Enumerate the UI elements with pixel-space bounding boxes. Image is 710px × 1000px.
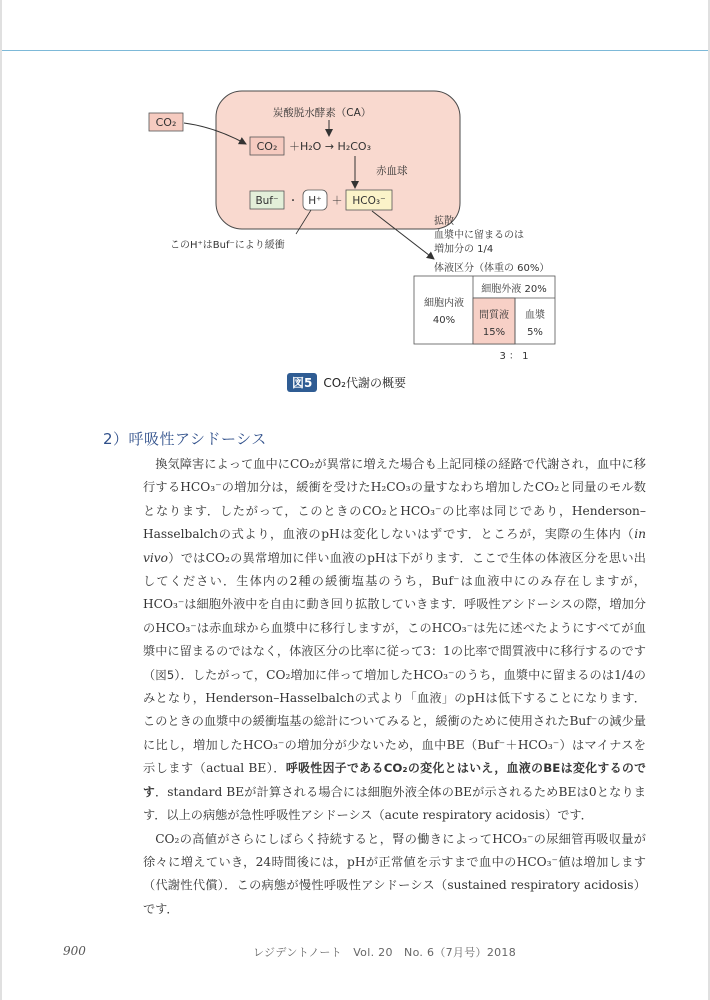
co2-source-label: CO₂ <box>155 116 177 129</box>
body-text <box>143 453 646 921</box>
paragraph-2: CO₂の高値がさらにしばらく持続すると，腎の働きによってHCO₃⁻の尿細管再吸収量が徐々に増えていき，24時間後には，pHが正常値を示すまで血中のHCO₃⁻値は増加します（代謝性代償）．この病態が慢性呼吸性アシドーシス（sustained respiratory acidosis）です． <box>143 831 646 916</box>
interstitial-value: 15% <box>482 327 506 338</box>
figure-reference: 図5 <box>155 667 175 682</box>
plasma-value: 5% <box>527 327 543 338</box>
intracellular-label: 細胞内液 <box>424 298 464 309</box>
figure-caption-text: CO₂代謝の概要 <box>323 375 406 390</box>
hco3-label: HCO₃⁻ <box>352 195 386 207</box>
interstitial-label: 間質液 <box>479 310 509 321</box>
page-number: 900 <box>63 944 86 958</box>
p1-part-a: 換気障害によって血中にCO₂が異常に増えた場合も上記同様の経路で代謝され，血中に移行するHCO₃⁻の増加分は，緩衝を受けたH₂CO₃の量すなわち増加したCO₂と同量のモル数となります．したがって，このときのCO₂とHCO₃⁻の比率は同じであり，Henderson–Hasselbalchの式より，血液のpHは変化しないはずです．ところが，実際の生体内（ <box>143 457 646 542</box>
extracellular-label: 細胞外液 20% <box>481 284 547 295</box>
reaction-text: ＋H₂O → H₂CO₃ <box>289 140 371 153</box>
rbc-label: 赤血球 <box>376 165 408 177</box>
figure-number-tag: 図5 <box>287 373 317 392</box>
p1-part-b: ）ではCO₂の異常増加に伴い血液のpHは下がります．ここで生体の体液区分を思い出してください．生体内の2種の緩衝塩基のうち，Buf⁻は血液中にのみ存在しますが，HCO₃⁻は細胞外液中を自由に動き回り拡散していきます．呼吸性アシドーシスの際，増加分のHCO₃⁻は赤血球から血漿中に移行しますが，このHCO₃⁻は先に述べたようにすべてが血漿中に留まるのではなく，体液区分の比率に従って3：1の比率で間質液中に移行するのです（ <box>143 550 646 682</box>
co2-metabolism-diagram <box>0 0 710 370</box>
p1-part-d: ．standard BEが計算される場合には細胞外液全体のBEが示されるためBEは0となります．以上の病態が急性呼吸性アシドーシス（acute respiratory acidosis）です． <box>143 784 646 823</box>
carbonic-anhydrase-label: 炭酸脱水酵素（CA） <box>272 107 372 119</box>
dot-separator: ・ <box>288 196 298 207</box>
p1-emphasis: 呼吸性因子であるCO₂の変化とはいえ，血液のBEは変化するのです <box>143 761 646 799</box>
section-heading: 2）呼吸性アシドーシス <box>103 430 267 448</box>
diffusion-label: 拡散 <box>434 216 454 227</box>
diffusion-note-1: 血漿中に留まるのは <box>434 230 524 241</box>
p1-italic-term: in vivo <box>143 527 646 565</box>
fluid-compartment-title: 体液区分（体重の 60%） <box>434 263 550 274</box>
buffer-note: このH⁺はBuf⁻により緩衝 <box>170 240 285 251</box>
hplus-label: H⁺ <box>308 195 322 207</box>
plus-sign: ＋ <box>331 194 343 207</box>
co2-inner-label: CO₂ <box>256 140 278 153</box>
plasma-label: 血漿 <box>525 310 545 321</box>
journal-footer: レジデントノート Vol. 20 No. 6（7月号）2018 <box>253 946 517 959</box>
buf-label: Buf⁻ <box>255 195 279 207</box>
p1-part-c: ）．したがって，CO₂増加に伴って増加したHCO₃⁻のうち，血漿中に留まるのは1/4のみとなり，Henderson–Hasselbalchの式より「血液」のpHは低下することになります．このときの血漿中の緩衝塩基の総計についてみると，緩衝のために使用されたBuf⁻の減少量に比し，増加したHCO₃⁻の増加分が少ないため，血中BE（Buf⁻＋HCO₃⁻）はマイナスを示します（actual BE）． <box>143 667 646 776</box>
paragraph-1 <box>143 453 646 828</box>
distribution-ratio: 3 ： 1 <box>499 351 529 362</box>
figure-caption <box>287 373 406 391</box>
intracellular-value: 40% <box>432 315 456 326</box>
diffusion-note-2: 増加分の 1/4 <box>434 244 494 255</box>
